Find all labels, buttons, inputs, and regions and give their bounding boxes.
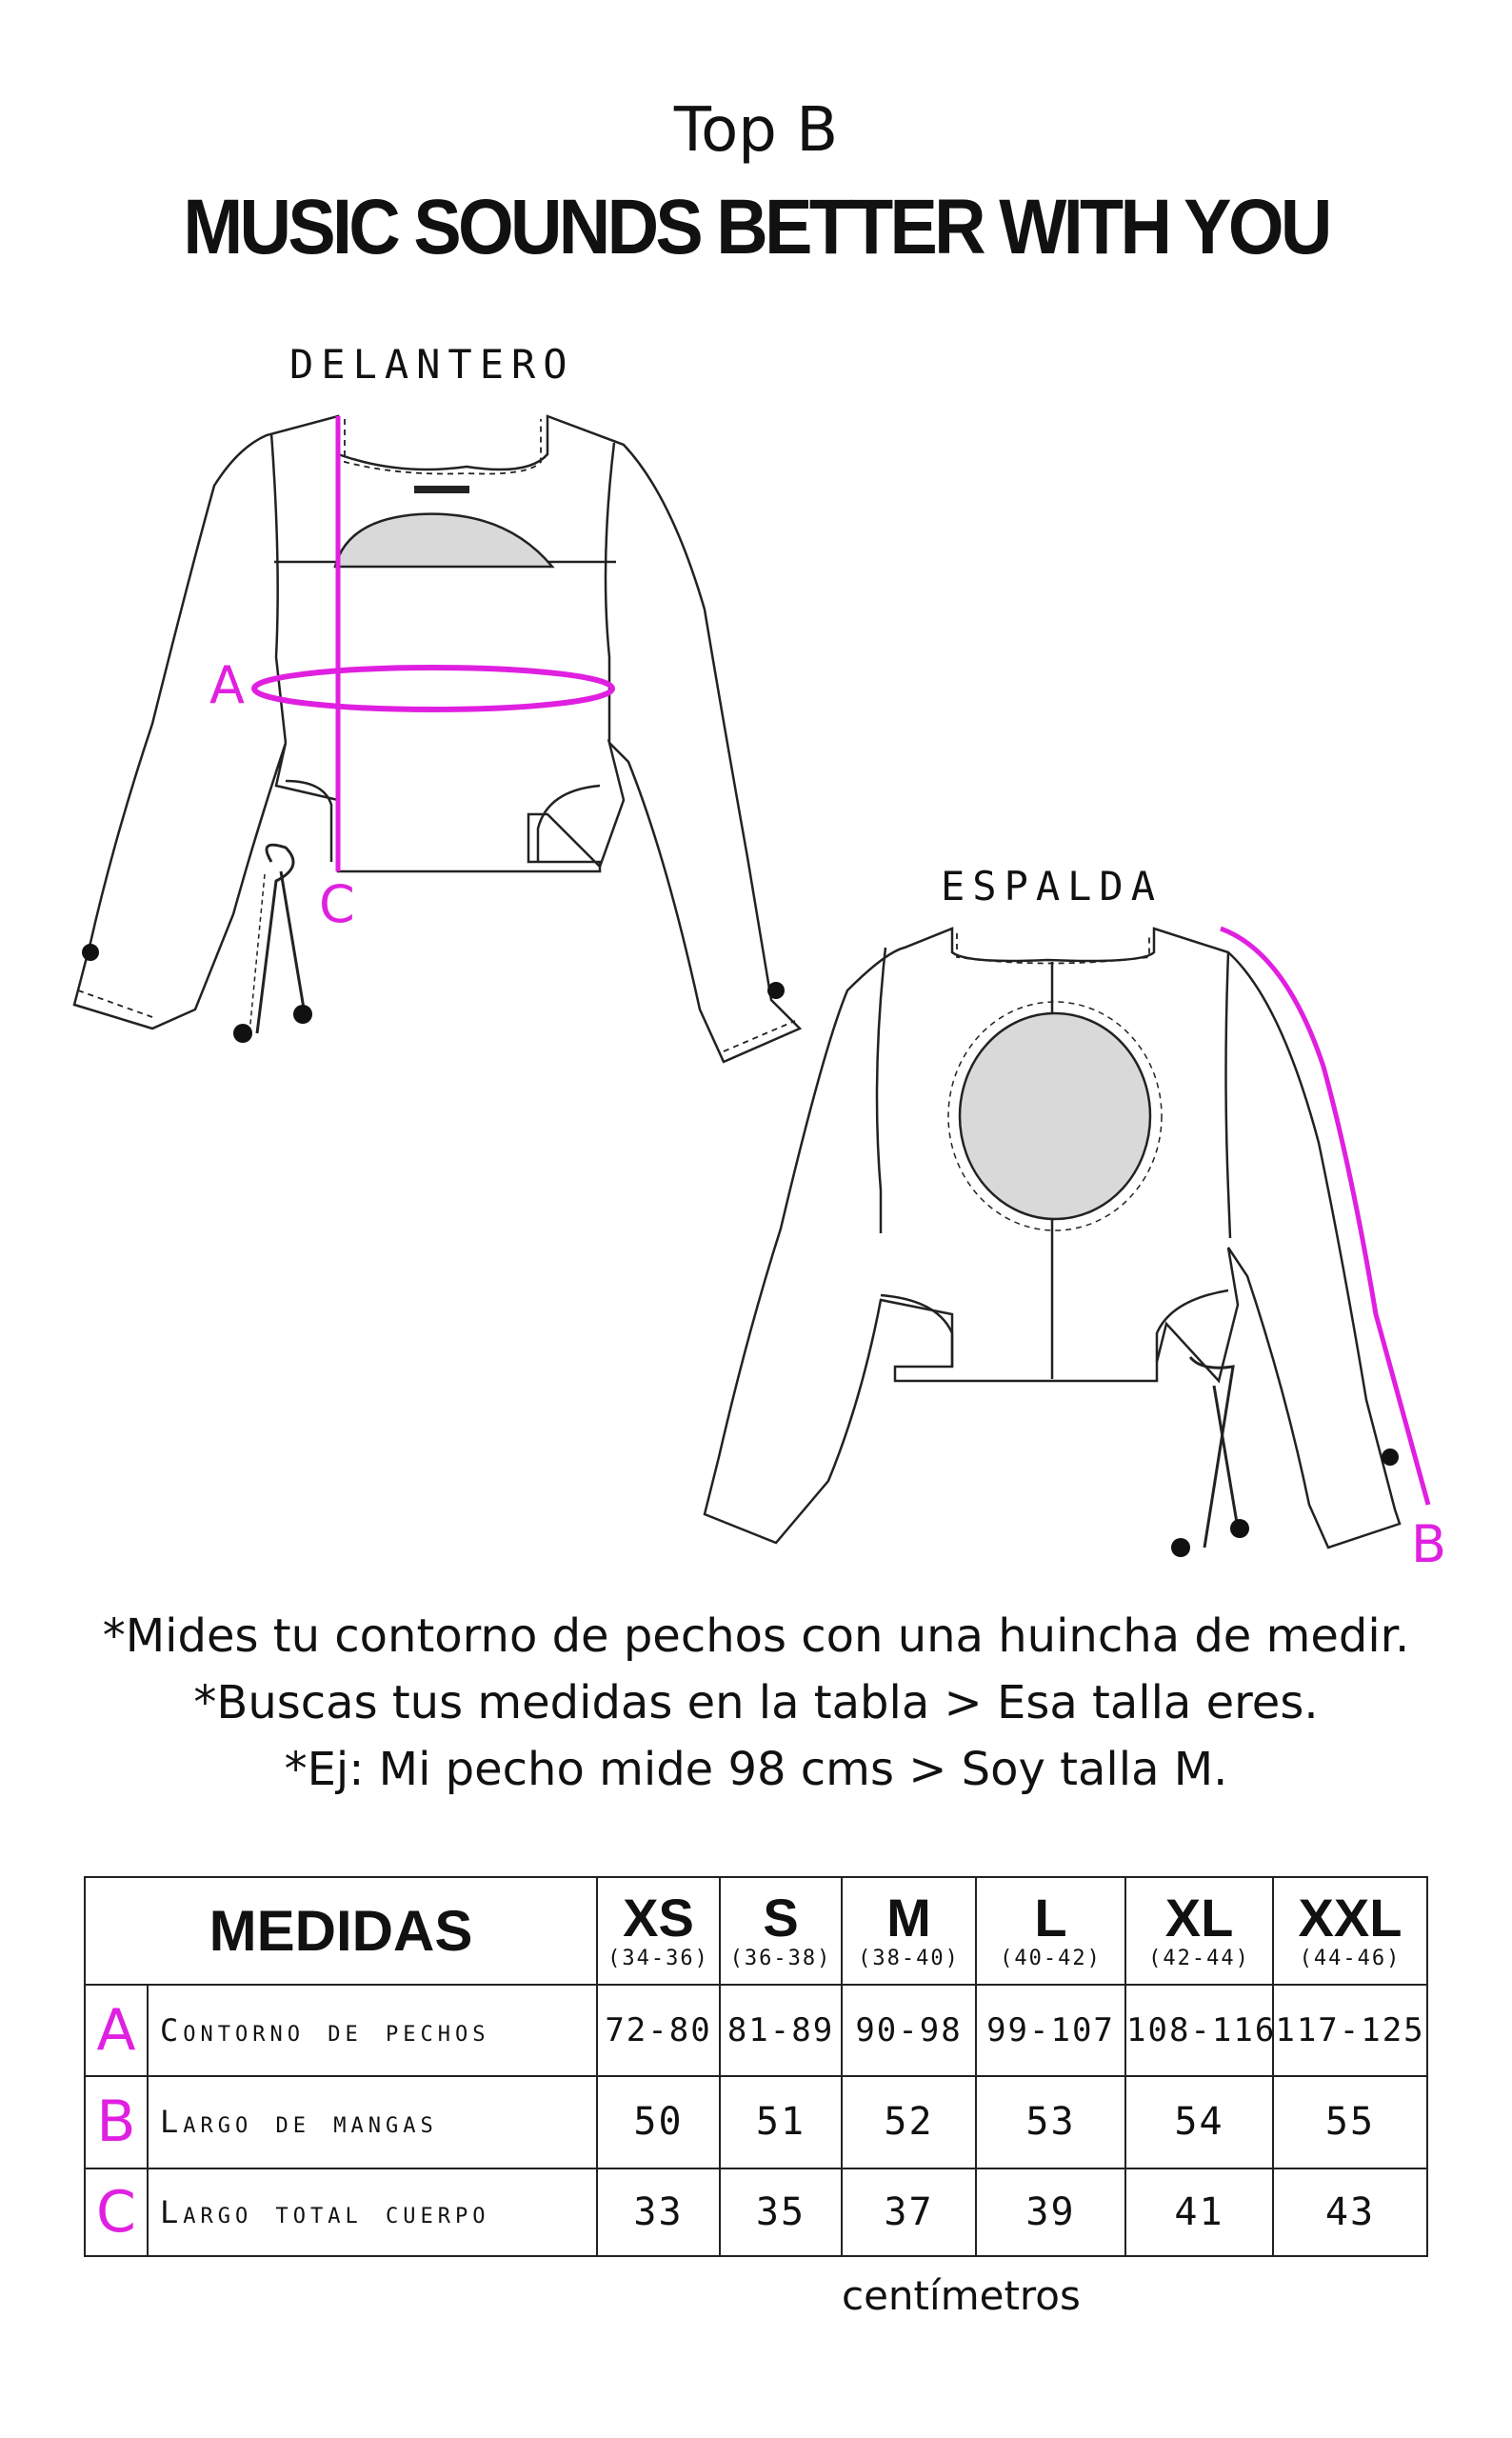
size-header-s: S (36-38) (720, 1877, 842, 1985)
back-circle-cutout (960, 1013, 1150, 1219)
size-header-xxl: XXL (44-46) (1273, 1877, 1427, 1985)
table-header-row (85, 1877, 1427, 1985)
cell-value: 39 (976, 2168, 1125, 2256)
cell-value: 108-116 (1125, 1985, 1273, 2076)
cell-value: 90-98 (842, 1985, 976, 2076)
table-row (85, 2076, 1427, 2168)
size-header-m: M (38-40) (842, 1877, 976, 1985)
cell-value: 41 (1125, 2168, 1273, 2256)
cell-value: 52 (842, 2076, 976, 2168)
cell-value: 117-125 (1273, 1985, 1427, 2076)
size-chart-table (84, 1876, 1428, 2257)
sleeve-measurement-line (1221, 929, 1428, 1505)
size-header-xs: XS (34-36) (597, 1877, 720, 1985)
row-letter: B (85, 2076, 148, 2168)
marker-a: A (209, 655, 245, 715)
cell-value: 51 (720, 2076, 842, 2168)
marker-b: B (1411, 1514, 1447, 1574)
cell-value: 81-89 (720, 1985, 842, 2076)
table-row (85, 1985, 1427, 2076)
row-label: Largo total cuerpo (148, 2168, 597, 2256)
front-measurement-lines (254, 416, 612, 871)
front-view-label: DELANTERO (289, 341, 575, 388)
back-view-label: ESPALDA (941, 863, 1164, 909)
instruction-3: *Ej: Mi pecho mide 98 cms > Soy talla M. (284, 1743, 1228, 1796)
units-label: centímetros (842, 2272, 1081, 2319)
table-row (85, 2168, 1427, 2256)
cell-value: 55 (1273, 2076, 1427, 2168)
cell-value: 72-80 (597, 1985, 720, 2076)
cord-toggles-front (82, 944, 785, 1043)
page-title: MUSIC SOUNDS BETTER WITH YOU (183, 184, 1329, 270)
cell-value: 35 (720, 2168, 842, 2256)
cell-value: 54 (1125, 2076, 1273, 2168)
front-chest-cutout (335, 514, 552, 567)
cell-value: 50 (597, 2076, 720, 2168)
marker-c: C (319, 874, 355, 934)
row-label: Contorno de pechos (148, 1985, 597, 2076)
brand-label-patch (414, 486, 469, 493)
subtitle: Top B (673, 95, 839, 166)
cell-value: 53 (976, 2076, 1125, 2168)
row-letter: C (85, 2168, 148, 2256)
cell-value: 43 (1273, 2168, 1427, 2256)
row-letter: A (85, 1985, 148, 2076)
table-header-label: MEDIDAS (85, 1877, 597, 1985)
size-header-l: L (40-42) (976, 1877, 1125, 1985)
instruction-2: *Buscas tus medidas en la tabla > Esa talla eres. (193, 1676, 1319, 1729)
cell-value: 33 (597, 2168, 720, 2256)
row-label: Largo de mangas (148, 2076, 597, 2168)
instruction-1: *Mides tu contorno de pechos con una huincha de medir. (102, 1609, 1410, 1663)
cell-value: 37 (842, 2168, 976, 2256)
size-header-xl: XL (42-44) (1125, 1877, 1273, 1985)
cell-value: 99-107 (976, 1985, 1125, 2076)
